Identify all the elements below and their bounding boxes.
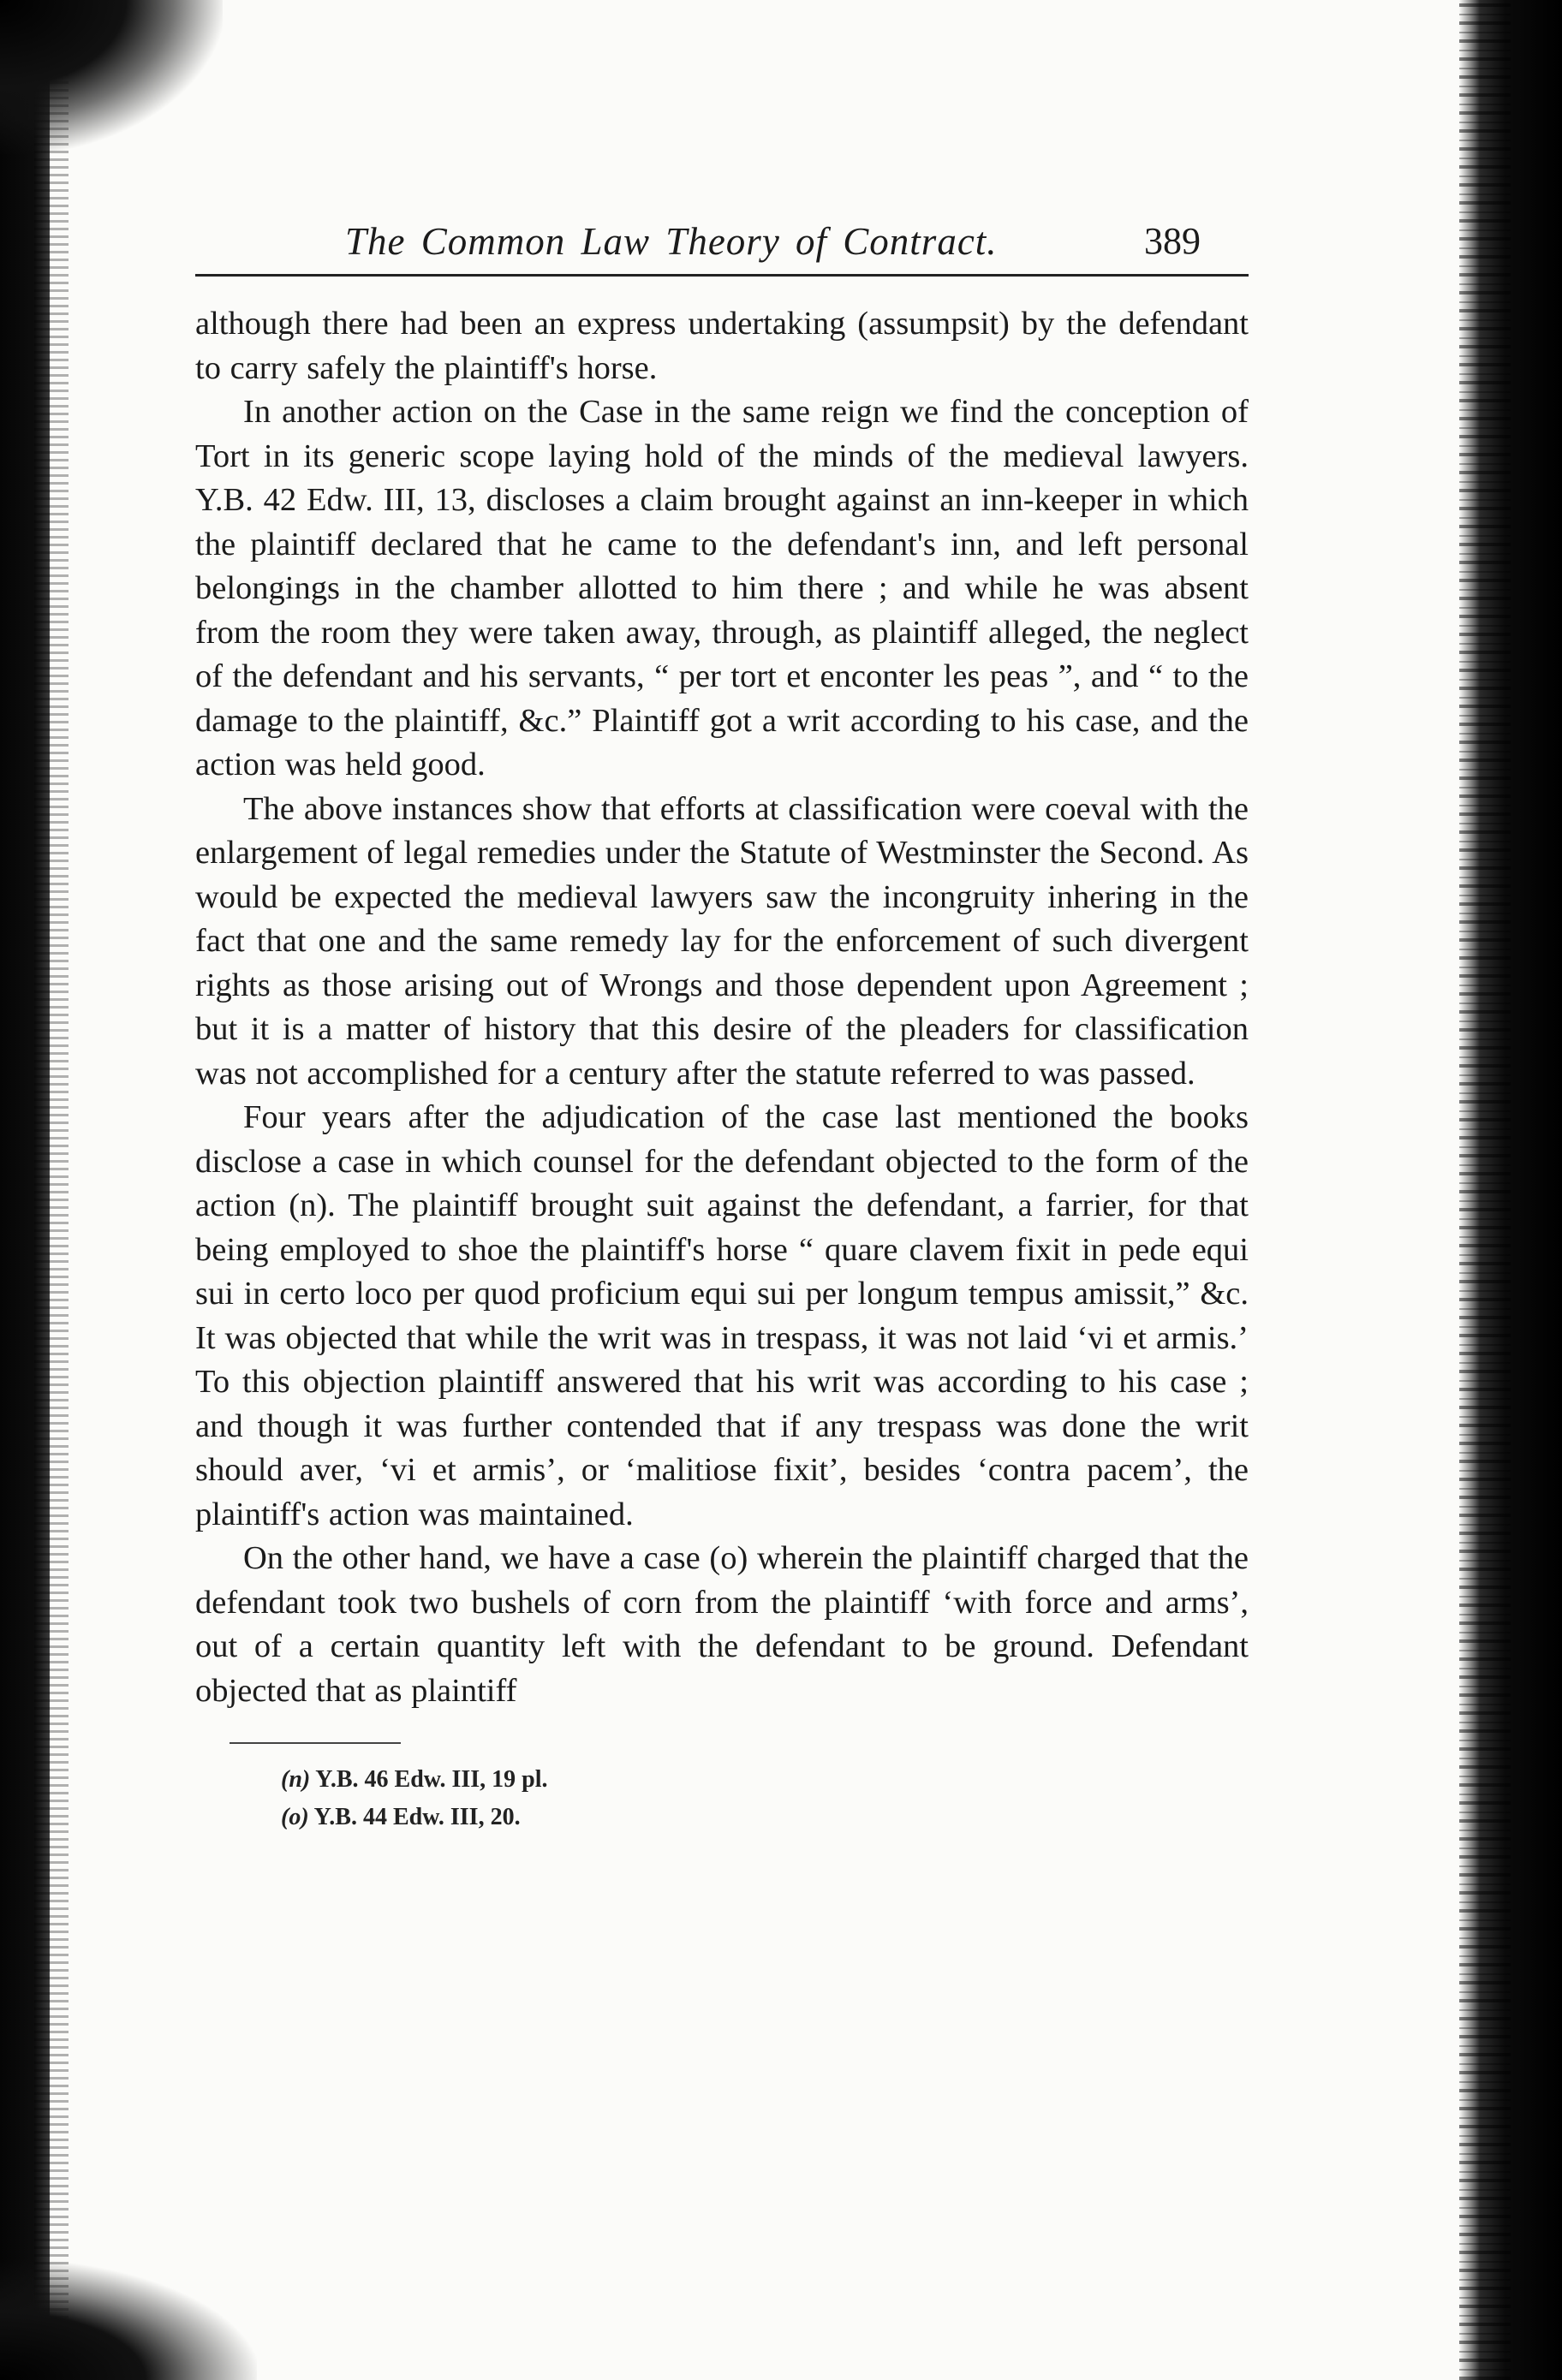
footnote-divider xyxy=(230,1742,401,1744)
running-title: The Common Law Theory of Contract. xyxy=(345,220,998,263)
scan-top-left-shadow xyxy=(0,0,223,154)
running-head xyxy=(195,205,1249,277)
scan-bottom-left-shadow xyxy=(0,2260,257,2380)
footnote-n xyxy=(281,1761,1249,1799)
paragraph: On the other hand, we have a case (o) wherein the plaintiff charged that the defendant took two bushels of corn from the plaintiff ‘with force and arms’, out of a certain quantity left with the defendant to be ground. Defendant objected that as plaintiff xyxy=(195,1540,1249,1709)
footnote-mark: (n) xyxy=(281,1766,311,1793)
paragraph: The above instances show that efforts at classification were coeval with the enlargement of legal remedies under the Statute of Westminster the Second. As would be expected the medieval lawyers saw the incongruity inhering in the fact that one and the same remedy lay for the enforcement of such divergent rights as those arising out of Wrongs and those dependent upon Agreement ; but it is a matter of history that this desire of the pleaders for classification was not accomplished for a century after the statute referred to was passed. xyxy=(195,790,1249,1092)
book-page xyxy=(195,205,1249,1836)
paragraph: In another action on the Case in the same reign we find the conception of Tort in its generic scope laying hold of the minds of the medieval lawyers. Y.B. 42 Edw. III, 13, discloses a claim brought against an inn-keeper in which the plaintiff declared that he came to the defendant's inn, and left personal belongings in the chamber allotted to him there ; and while he was absent from the room they were taken away, through, as plaintiff alleged, the neglect of the defendant and his servants, “ per tort et enconter les peas ”, and “ to the damage to the plaintiff, &c.” Plaintiff got a writ according to his case, and the action was held good. xyxy=(195,394,1249,782)
body-text xyxy=(195,302,1249,1713)
page-number: 389 xyxy=(1144,220,1201,262)
paragraph: although there had been an express undertaking (assumpsit) by the defendant to carry safely the plaintiff's horse. xyxy=(195,306,1249,386)
footnotes xyxy=(281,1761,1249,1836)
paragraph: Four years after the adjudication of the case last mentioned the books disclose a case in which counsel for the defendant objected to the form of the action (n). The plaintiff brought suit against the defendant, a farrier, for that being employed to shoe the plaintiff's horse “ quare clavem fixit in pede equi sui in certo loco per quod proficium equi sui per longum tempus amissit,” &c. It was objected that while the writ was in trespass, it was not laid ‘vi et armis.’ To this objection plaintiff answered that his writ was according to his case ; and though it was further contended that if any trespass was done the writ should aver, ‘vi et armis’, or ‘malitiose fixit’, besides ‘contra pacem’, the plaintiff's action was maintained. xyxy=(195,1099,1249,1532)
scan-left-edge xyxy=(0,0,50,2380)
footnote-text: Y.B. 44 Edw. III, 20. xyxy=(313,1804,521,1830)
footnote-text: Y.B. 46 Edw. III, 19 pl. xyxy=(315,1766,548,1793)
footnote-mark: (o) xyxy=(281,1804,309,1830)
scan-right-edge xyxy=(1459,0,1562,2380)
footnote-o xyxy=(281,1799,1249,1836)
